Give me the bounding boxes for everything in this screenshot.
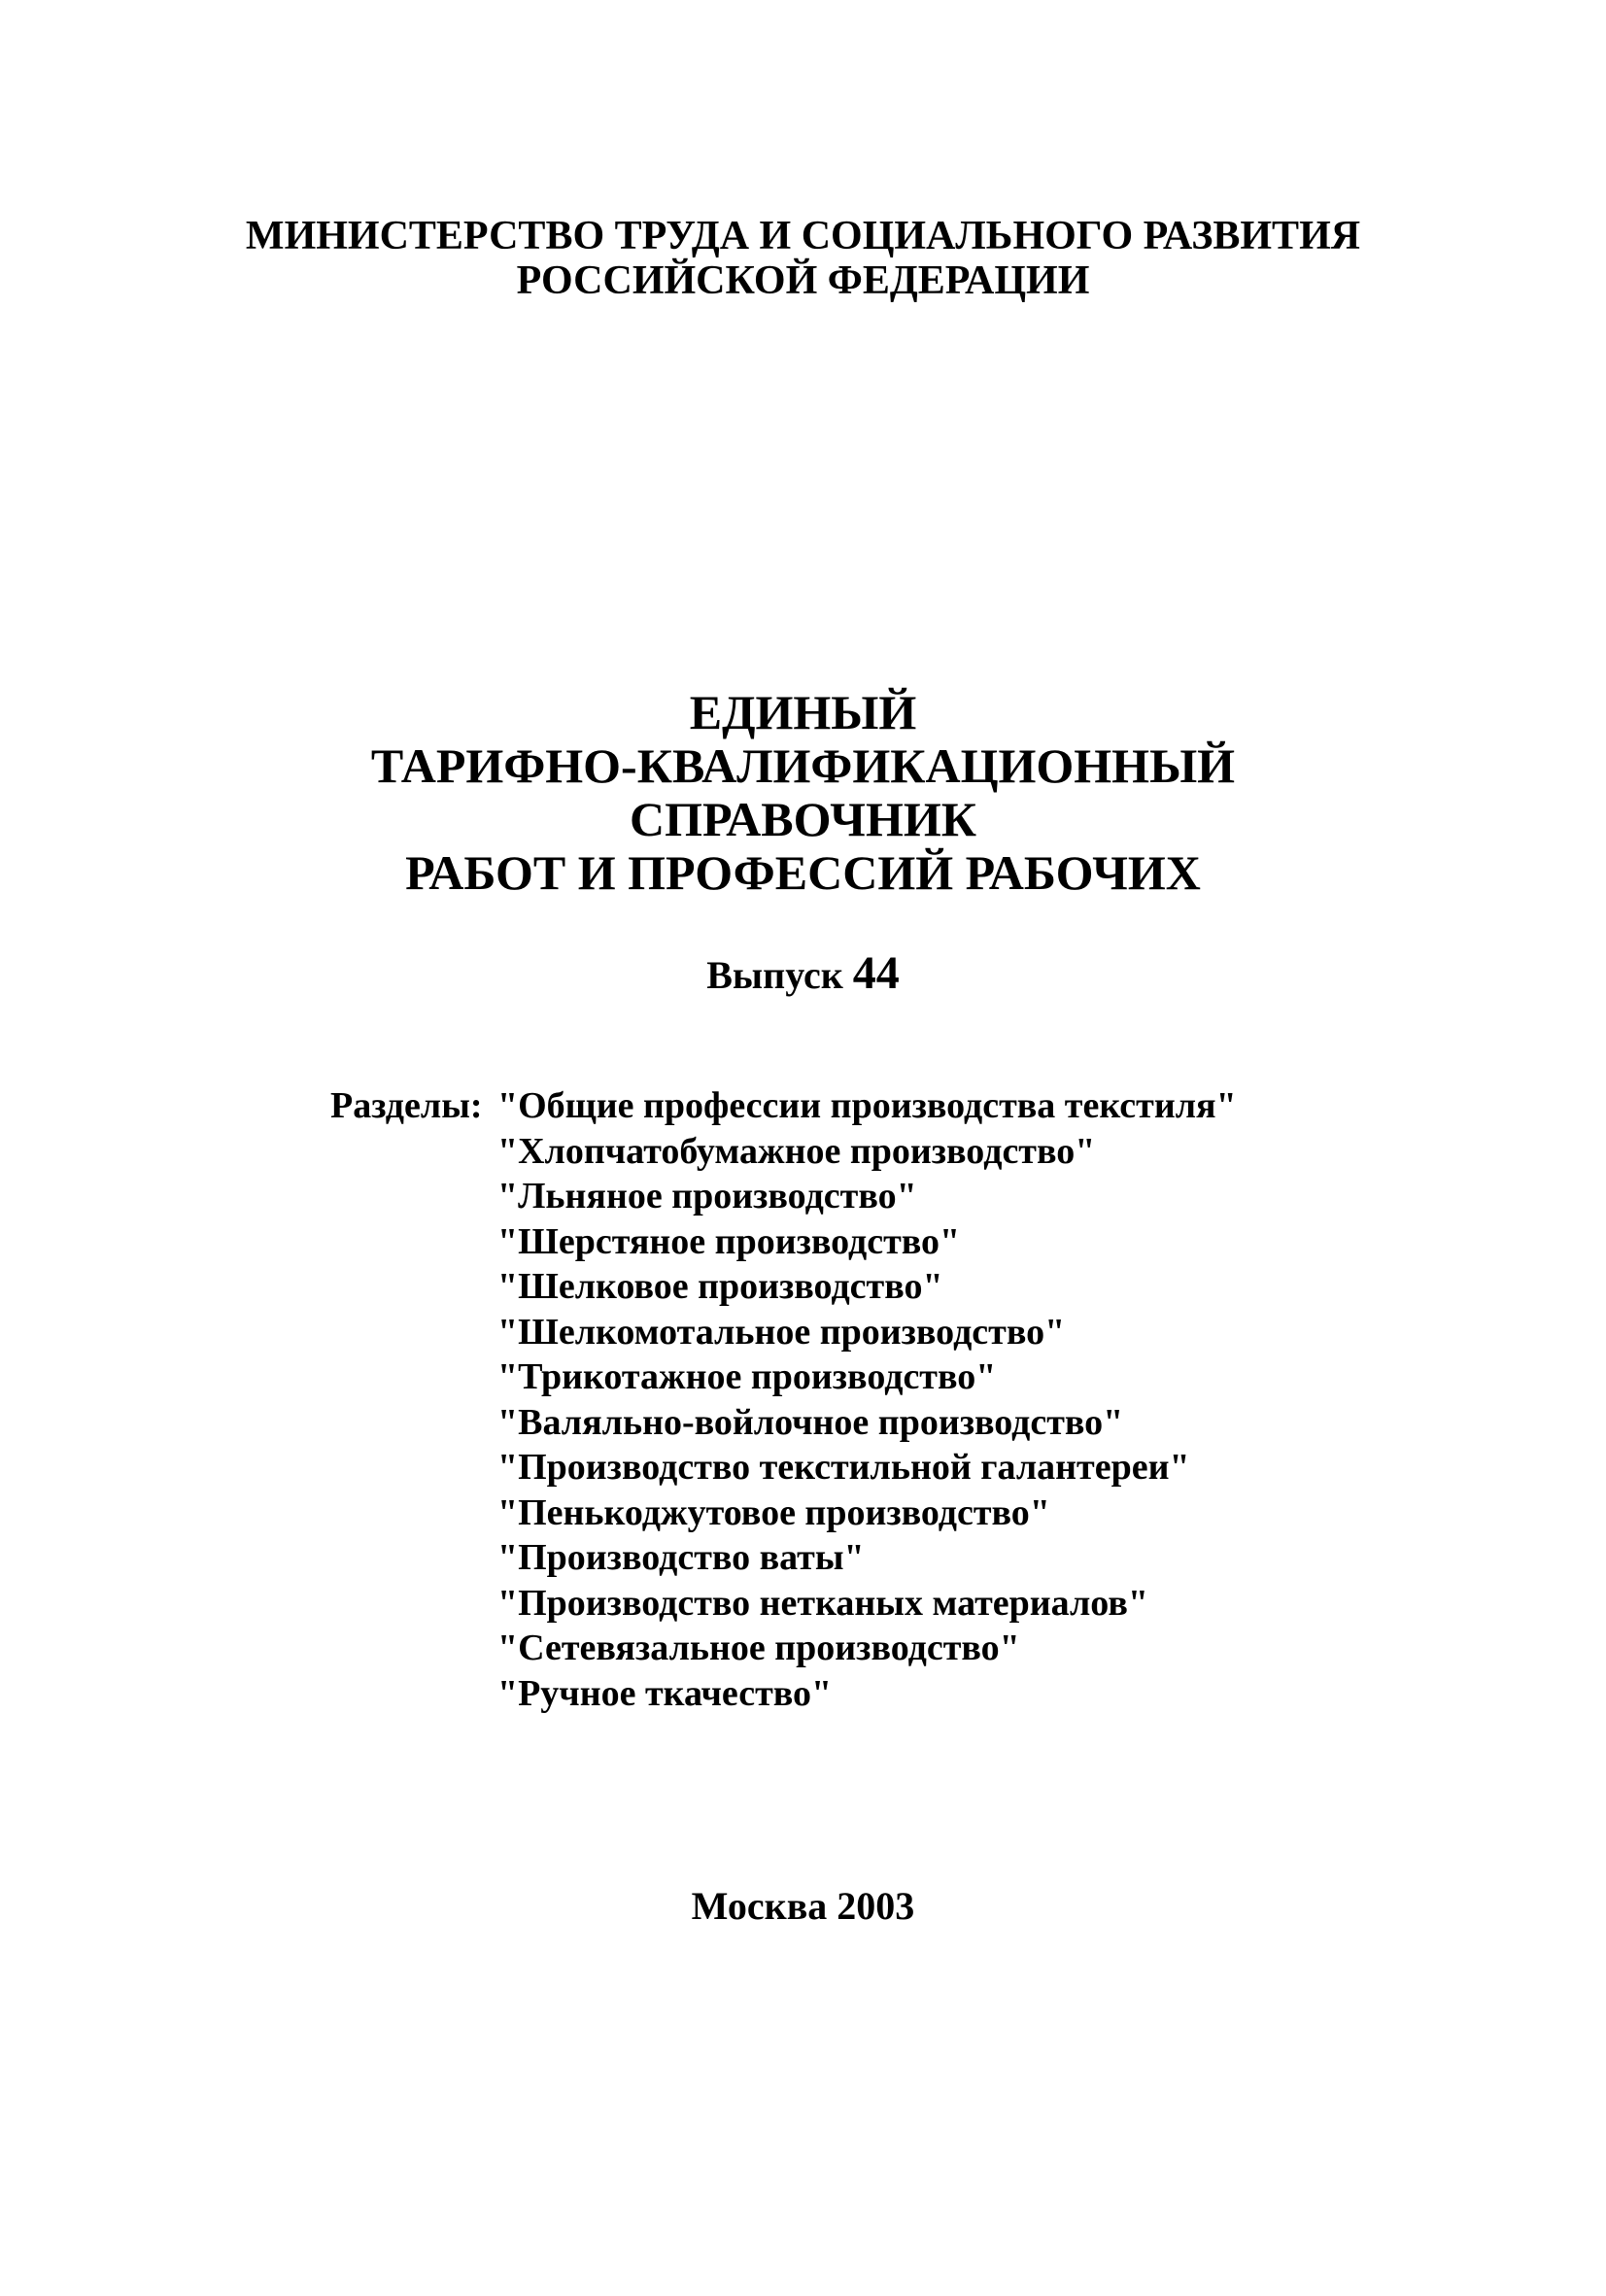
sections-label: Разделы: xyxy=(330,1085,483,1126)
document-title-line4: РАБОТ И ПРОФЕССИЙ РАБОЧИХ xyxy=(405,845,1201,900)
issue-line xyxy=(0,947,1606,999)
section-item: "Шелкомотальное производство" xyxy=(497,1311,1066,1353)
sections-list xyxy=(497,1083,1237,1716)
document-title-line1: ЕДИНЫЙ xyxy=(689,685,917,739)
section-item: "Общие профессии производства текстиля" xyxy=(497,1085,1237,1126)
section-item: "Трикотажное производство" xyxy=(497,1356,997,1397)
section-item: "Ручное ткачество" xyxy=(497,1672,833,1714)
section-item: "Производство ваты" xyxy=(497,1537,865,1578)
document-title-line2: ТАРИФНО-КВАЛИФИКАЦИОННЫЙ xyxy=(370,738,1236,793)
issue-label: Выпуск xyxy=(706,953,843,997)
publication-place-year: Москва 2003 xyxy=(691,1884,915,1928)
section-item: "Валяльно-войлочное производство" xyxy=(497,1401,1124,1443)
section-item: "Производство текстильной галантереи" xyxy=(497,1447,1190,1488)
section-item: "Сетевязальное производство" xyxy=(497,1628,1020,1668)
document-title-line3: СПРАВОЧНИК xyxy=(630,792,976,846)
ministry-name-line2: РОССИЙСКОЙ ФЕДЕРАЦИИ xyxy=(516,258,1090,303)
section-item: "Пенькоджутовое производство" xyxy=(497,1491,1050,1533)
section-item: "Льняное производство" xyxy=(497,1176,917,1217)
section-item: "Шелковое производство" xyxy=(497,1266,943,1307)
ministry-name-line1: МИНИСТЕРСТВО ТРУДА И СОЦИАЛЬНОГО РАЗВИТИЯ xyxy=(245,214,1361,258)
section-item: "Шерстяное производство" xyxy=(497,1220,961,1262)
issue-number: 44 xyxy=(852,947,900,999)
section-item: "Производство нетканых материалов" xyxy=(497,1582,1148,1624)
section-item: "Хлопчатобумажное производство" xyxy=(497,1130,1096,1172)
